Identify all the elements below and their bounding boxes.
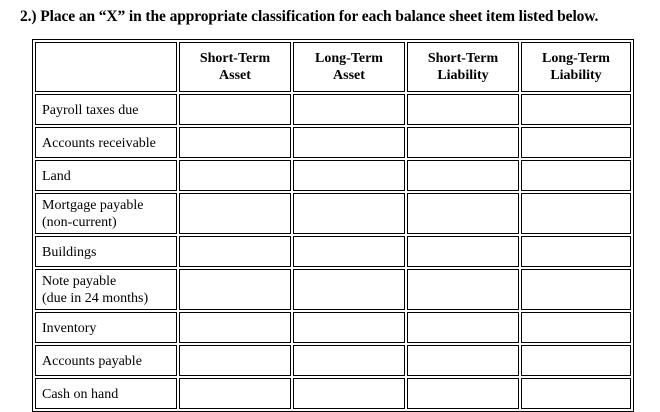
- item-label-line1: Accounts receivable: [42, 135, 156, 151]
- answer-cell[interactable]: [407, 312, 519, 343]
- answer-cell[interactable]: [179, 127, 291, 158]
- item-label-cell: [35, 94, 177, 125]
- column-header-short-term-asset: [179, 42, 291, 92]
- instruction-text: 2.) Place an “X” in the appropriate classification for each balance sheet item listed below.: [20, 8, 599, 25]
- answer-cell[interactable]: [179, 160, 291, 191]
- answer-cell[interactable]: [179, 236, 291, 267]
- answer-cell[interactable]: [521, 127, 631, 158]
- answer-cell[interactable]: [521, 236, 631, 267]
- item-label-line1: Land: [42, 168, 71, 184]
- table-row: [35, 312, 631, 343]
- table-row: [35, 378, 631, 409]
- item-label-line2: (non-current): [42, 215, 117, 230]
- answer-cell[interactable]: [293, 94, 405, 125]
- table-row: [35, 193, 631, 234]
- answer-cell[interactable]: [179, 345, 291, 376]
- header-row: [35, 42, 631, 92]
- item-label-cell: [35, 127, 177, 158]
- column-header-line1: Short-Term: [427, 51, 499, 66]
- column-header-line2: Asset: [333, 68, 365, 83]
- item-label-line1: Inventory: [42, 320, 97, 336]
- item-label-line1: Mortgage payable: [42, 198, 144, 213]
- answer-cell[interactable]: [407, 94, 519, 125]
- item-label-cell: [35, 378, 177, 409]
- answer-cell[interactable]: [179, 193, 291, 234]
- answer-cell[interactable]: [407, 345, 519, 376]
- answer-cell[interactable]: [179, 378, 291, 409]
- answer-cell[interactable]: [407, 160, 519, 191]
- item-label-cell: [35, 236, 177, 267]
- answer-cell[interactable]: [293, 345, 405, 376]
- answer-cell[interactable]: [293, 160, 405, 191]
- answer-cell[interactable]: [179, 269, 291, 310]
- classification-table: [32, 39, 634, 412]
- answer-cell[interactable]: [293, 193, 405, 234]
- column-header-line2: Liability: [437, 68, 489, 83]
- column-header-line1: Short-Term: [199, 51, 271, 66]
- table-body: [35, 42, 631, 409]
- column-header-long-term-liability: [521, 42, 631, 92]
- item-label-line2: (due in 24 months): [42, 291, 149, 306]
- answer-cell[interactable]: [293, 236, 405, 267]
- table-row: [35, 269, 631, 310]
- column-header-line2: Liability: [550, 68, 602, 83]
- column-header-line2: Asset: [219, 68, 251, 83]
- answer-cell[interactable]: [293, 378, 405, 409]
- column-header-line1: Long-Term: [315, 51, 383, 66]
- answer-cell[interactable]: [407, 127, 519, 158]
- answer-cell[interactable]: [407, 193, 519, 234]
- item-label-cell: [35, 345, 177, 376]
- table-row: [35, 236, 631, 267]
- answer-cell[interactable]: [521, 94, 631, 125]
- corner-cell: [35, 42, 177, 92]
- item-label-line1: Payroll taxes due: [42, 102, 139, 118]
- answer-cell[interactable]: [293, 127, 405, 158]
- answer-cell[interactable]: [407, 378, 519, 409]
- item-label-line1: Accounts payable: [42, 353, 142, 369]
- answer-cell[interactable]: [521, 378, 631, 409]
- item-label-cell: [35, 193, 177, 234]
- item-label-cell: [35, 269, 177, 310]
- answer-cell[interactable]: [521, 193, 631, 234]
- answer-cell[interactable]: [293, 269, 405, 310]
- item-label-line1: Note payable: [42, 274, 117, 289]
- answer-cell[interactable]: [521, 345, 631, 376]
- item-label-cell: [35, 160, 177, 191]
- table-row: [35, 94, 631, 125]
- item-label-line1: Buildings: [42, 244, 97, 260]
- answer-cell[interactable]: [407, 269, 519, 310]
- table-row: [35, 160, 631, 191]
- answer-cell[interactable]: [521, 269, 631, 310]
- answer-cell[interactable]: [521, 312, 631, 343]
- answer-cell[interactable]: [179, 94, 291, 125]
- column-header-long-term-asset: [293, 42, 405, 92]
- table-row: [35, 127, 631, 158]
- item-label-line1: Cash on hand: [42, 386, 119, 402]
- item-label-cell: [35, 312, 177, 343]
- column-header-short-term-liability: [407, 42, 519, 92]
- answer-cell[interactable]: [521, 160, 631, 191]
- answer-cell[interactable]: [293, 312, 405, 343]
- answer-cell[interactable]: [407, 236, 519, 267]
- answer-cell[interactable]: [179, 312, 291, 343]
- table-row: [35, 345, 631, 376]
- column-header-line1: Long-Term: [542, 51, 610, 66]
